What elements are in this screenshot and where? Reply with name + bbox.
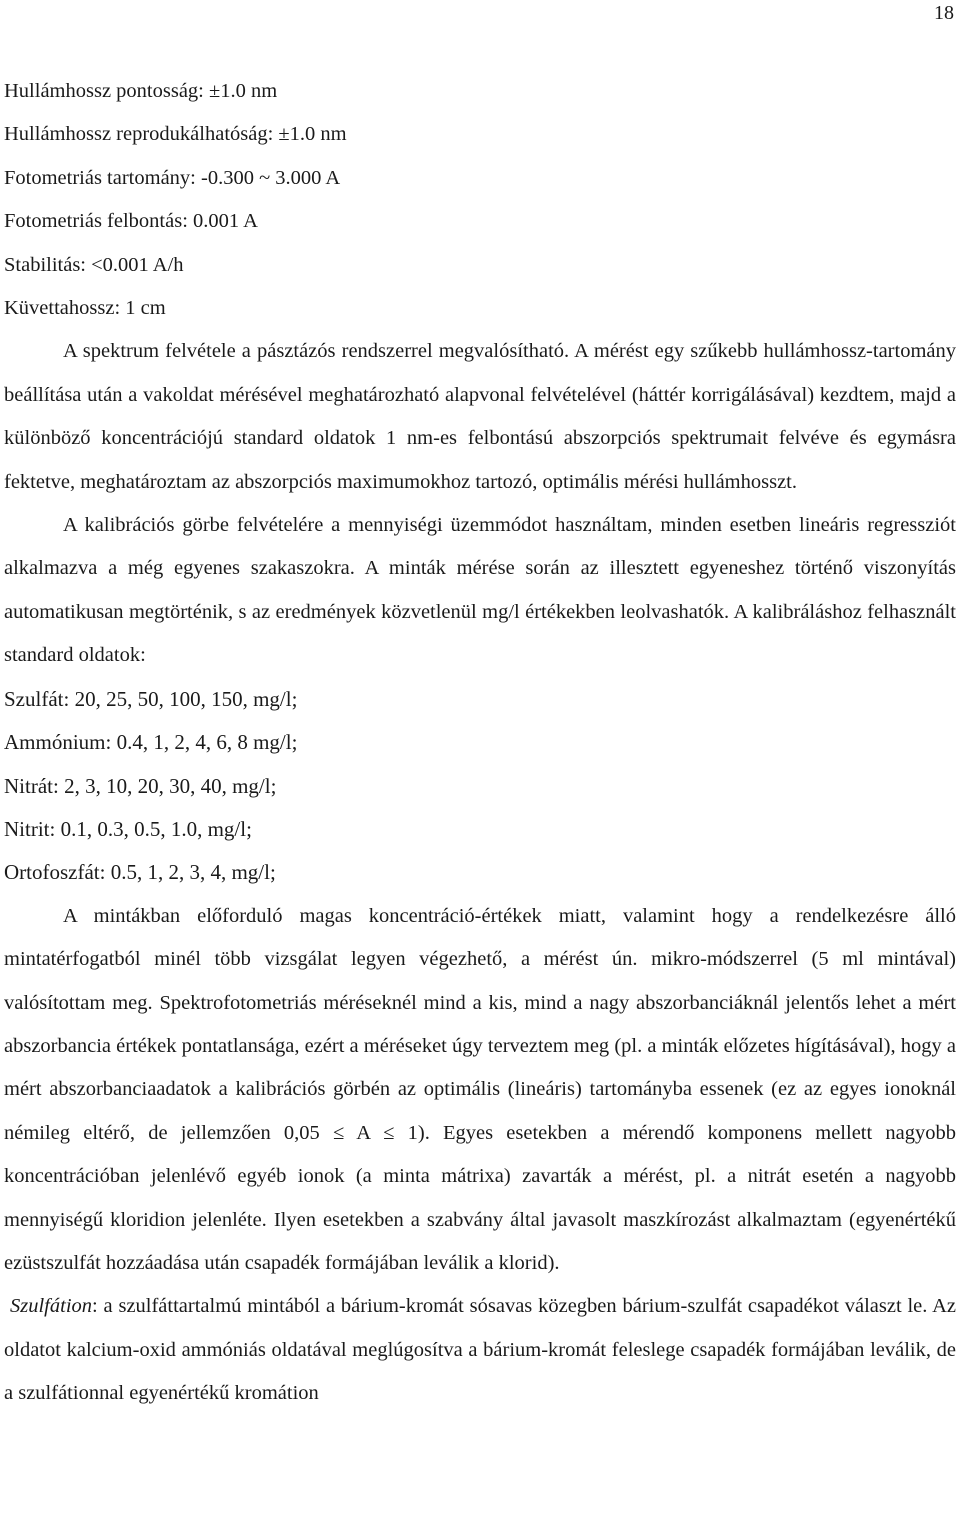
standard-item: Nitrát: 2, 3, 10, 20, 30, 40, mg/l;	[4, 773, 277, 798]
sulfate-text: : a szulfáttartalmú mintából a bárium-kromát sósavas közegben bárium-szulfát csapadékot választ le. Az oldatot kalcium-oxid ammóniás oldatával meglúgosítva a bárium-kromát feleslege csapadék formájában leválik, de a szulfátionnal egyenértékű kromátion	[4, 1295, 956, 1405]
paragraph-method: A mintákban előforduló magas koncentráció-értékek miatt, valamint hogy a rendelkezésre álló mintatérfogatból minél több vizsgálat legyen végezhető, a mérést ún. mikro-módszerrel (5 ml mintával) valósítottam meg. Spektrofotometriás méréseknél mind a kis, mind a nagy abszorbanciáknál jelentős lehet a mért abszorbancia értékek pontatlansága, ezért a méréseket úgy terveztem meg (pl. a minták előzetes hígításával), hogy a mért abszorbanciaadatok a kalibrációs görbén az optimális (lineáris) tartományba essenek (ez az egyes ionoknál némileg eltérő, de jellemzően 0,05 ≤ A ≤ 1). Egyes esetekben a mérendő komponens mellett nagyobb koncentrációban jelenlévő egyéb ionok (a minta mátrixa) zavarták a mérést, pl. a nitrát esetén a nagyobb mennyiségű kloridion jelenléte. Ilyen esetekben a szabvány által javasolt maszkírozást alkalmaztam (egyenértékű ezüstszulfát hozzáadása után csapadék formájában leválik a klorid).	[4, 904, 956, 1274]
spec-line: Hullámhossz reprodukálhatóság: ±1.0 nm	[4, 123, 347, 146]
standard-item: Ortofoszfát: 0.5, 1, 2, 3, 4, mg/l;	[4, 860, 276, 885]
spec-line: Hullámhossz pontosság: ±1.0 nm	[4, 80, 278, 102]
standard-item: Ammónium: 0.4, 1, 2, 4, 6, 8 mg/l;	[4, 730, 298, 755]
sulfate-heading: Szulfátion	[10, 1295, 93, 1318]
standard-item: Nitrit: 0.1, 0.3, 0.5, 1.0, mg/l;	[4, 816, 252, 841]
paragraph-spectrum: A spektrum felvétele a pásztázós rendszerrel megvalósítható. A mérést egy szűkebb hullámhossz-tartomány beállítása után a vakoldat mérésével meghatározható alapvonal felvételével (háttér korrigálásával) kezdtem, majd a különböző koncentrációjú standard oldatok 1 nm-es felbontású abszorpciós spektrumait felvéve és egymásra fektetve, meghatároztam az abszorpciós maximumokhoz tartozó, optimális mérési hullámhosszt.	[4, 340, 956, 493]
spec-list	[4, 70, 956, 330]
standards-list	[4, 678, 956, 895]
document-body	[4, 70, 956, 1416]
page-number: 18	[934, 2, 954, 24]
standard-item: Szulfát: 20, 25, 50, 100, 150, mg/l;	[4, 686, 298, 711]
spec-line: Fotometriás tartomány: -0.300 ~ 3.000 A	[4, 166, 341, 189]
spec-line: Stabilitás: <0.001 A/h	[4, 253, 184, 276]
spec-line: Fotometriás felbontás: 0.001 A	[4, 210, 258, 233]
paragraph-calibration: A kalibrációs görbe felvételére a mennyiségi üzemmódot használtam, minden esetben lineáris regressziót alkalmazva a még egyenes szakaszokra. A minták mérése során az illesztett egyeneshez történő viszonyítás automatikusan megtörténik, s az eredmények közvetlenül mg/l értékekben leolvashatók. A kalibráláshoz felhasznált standard oldatok:	[4, 514, 956, 667]
spec-line: Küvettahossz: 1 cm	[4, 297, 166, 320]
paragraph-sulfate	[4, 1285, 956, 1415]
